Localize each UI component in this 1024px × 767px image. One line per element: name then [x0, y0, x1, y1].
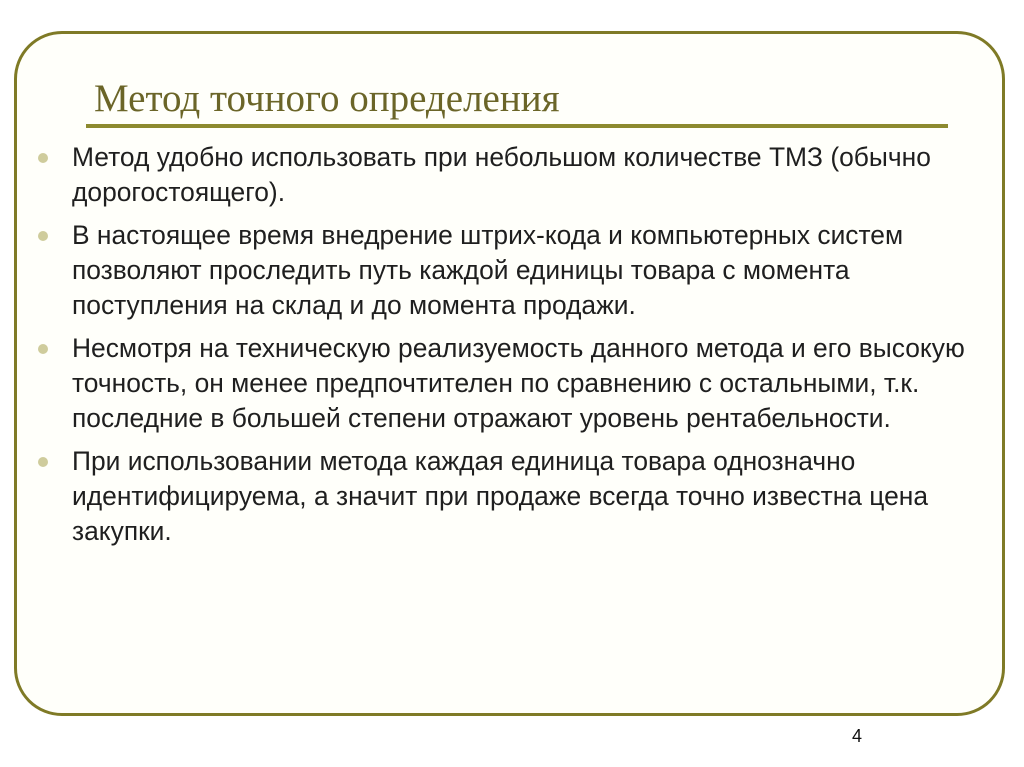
slide-title: Метод точного определения [94, 77, 560, 120]
page-number: 4 [852, 726, 863, 746]
title-underline [86, 124, 948, 128]
bullet-list [36, 140, 966, 557]
bullet-text: Несмотря на техническую реализуемость данного метода и его высокую точность, он менее предпочтителен по сравнению с остальными, т.к. последние в большей степени отражают уровень рентабельности. [72, 333, 965, 433]
bullet-dot-icon [38, 457, 48, 467]
bullet-item [36, 218, 966, 323]
bullet-dot-icon [38, 231, 48, 241]
bullet-text: В настоящее время внедрение штрих-кода и компьютерных систем позволяют проследить путь каждой единицы товара с момента поступления на склад и до момента продажи. [72, 220, 904, 320]
bullet-text: Метод удобно использовать при небольшом количестве ТМЗ (обычно дорогостоящего). [72, 142, 931, 207]
bullet-dot-icon [38, 153, 48, 163]
bullet-item [36, 331, 966, 436]
bullet-item [36, 444, 966, 549]
bullet-text: При использовании метода каждая единица товара однозначно идентифицируема, а значит при продаже всегда точно известна цена закупки. [72, 446, 929, 546]
bullet-dot-icon [38, 344, 48, 354]
bullet-item [36, 140, 966, 210]
